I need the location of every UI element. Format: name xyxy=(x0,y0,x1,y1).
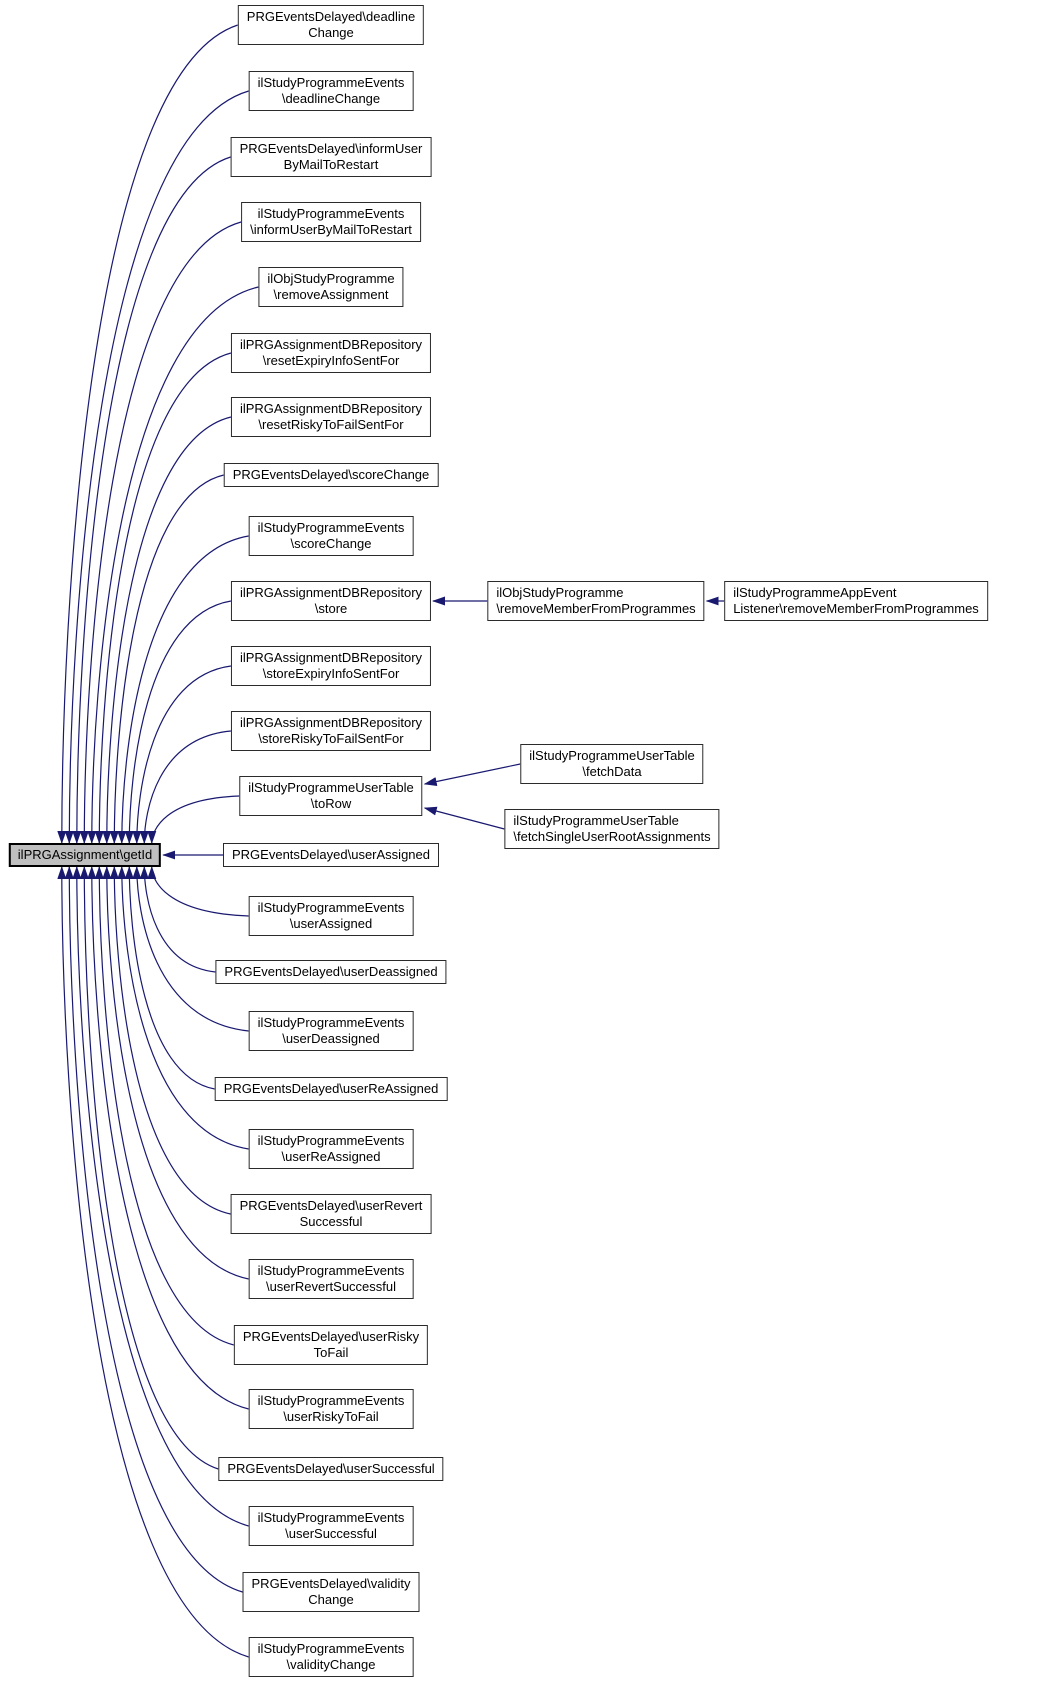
node-label-line: ilStudyProgrammeEvents xyxy=(257,1263,405,1278)
node-label-line: \userSuccessful xyxy=(285,1526,377,1541)
node-prg-user-revert-successful[interactable] xyxy=(231,1194,432,1234)
node-label-line: ilStudyProgrammeEvents xyxy=(257,1510,405,1525)
node-prg-user-successful[interactable] xyxy=(218,1457,443,1481)
edge-usertable-fetch-data-usertable-torow xyxy=(425,764,521,784)
node-label-line: ilPRGAssignmentDBRepository xyxy=(239,401,423,416)
edge-usertable-fetch-single-user-root-assignments-usertable-torow xyxy=(425,808,505,829)
node-label-line: \scoreChange xyxy=(290,536,372,551)
node-prg-user-assigned[interactable] xyxy=(223,843,439,867)
node-label-line: \toRow xyxy=(310,796,352,811)
node-label-line: ilObjStudyProgramme xyxy=(496,585,624,600)
edge-ev-user-deassigned-assignment-getid xyxy=(137,867,249,1031)
node-label-line: ilStudyProgrammeEvents xyxy=(257,206,405,221)
node-ev-validity-change[interactable] xyxy=(249,1637,414,1677)
node-usertable-torow[interactable] xyxy=(239,776,422,816)
node-label-line: \storeExpiryInfoSentFor xyxy=(262,666,400,681)
edge-ev-inform-user-by-mail-to-restart-assignment-getid xyxy=(84,222,241,843)
node-prg-score-change[interactable] xyxy=(224,463,439,487)
node-ev-user-deassigned[interactable] xyxy=(249,1011,414,1051)
edge-prg-score-change-assignment-getid xyxy=(114,475,223,843)
node-label-line: Change xyxy=(308,1592,354,1607)
node-label-line: ilStudyProgrammeEvents xyxy=(257,75,405,90)
node-assignment-getid xyxy=(9,843,161,867)
node-label-line: ilStudyProgrammeUserTable xyxy=(529,748,695,763)
node-label-line: \storeRiskyToFailSentFor xyxy=(258,731,404,746)
node-label-line: ilStudyProgrammeEvents xyxy=(257,1015,405,1030)
edge-prg-user-reassigned-assignment-getid xyxy=(129,867,214,1089)
node-usertable-fetch-single-user-root-assignments[interactable] xyxy=(504,809,719,849)
edge-repo-store-assignment-getid xyxy=(129,601,231,843)
node-ev-user-reassigned[interactable] xyxy=(249,1129,414,1169)
edge-prg-user-risky-to-fail-assignment-getid xyxy=(99,867,234,1345)
node-label-line: Successful xyxy=(299,1214,363,1229)
node-prg-user-reassigned[interactable] xyxy=(215,1077,448,1101)
node-repo-store-risky-to-fail-sent-for[interactable] xyxy=(231,711,431,751)
node-label-line: \userRevertSuccessful xyxy=(265,1279,397,1294)
node-label-line: ilObjStudyProgramme xyxy=(267,271,395,286)
node-label-line: ilStudyProgrammeEvents xyxy=(257,900,405,915)
node-prg-user-risky-to-fail[interactable] xyxy=(234,1325,428,1365)
node-ev-user-risky-to-fail[interactable] xyxy=(249,1389,414,1429)
node-label-line: \removeMemberFromProgrammes xyxy=(496,601,696,616)
edge-repo-reset-risky-to-fail-sent-for-assignment-getid xyxy=(107,417,231,843)
node-label-line: PRGEventsDelayed\validity xyxy=(251,1576,411,1591)
node-label-line: PRGEventsDelayed\userRisky xyxy=(242,1329,420,1344)
edge-ev-user-assigned-assignment-getid xyxy=(152,867,249,916)
node-label-line: \informUserByMailToRestart xyxy=(250,222,412,237)
node-prg-user-deassigned[interactable] xyxy=(215,960,446,984)
node-ev-inform-user-by-mail-to-restart[interactable] xyxy=(241,202,421,242)
node-label-line: ilPRGAssignmentDBRepository xyxy=(239,585,423,600)
node-label-line: PRGEventsDelayed\userRevert xyxy=(239,1198,423,1213)
node-label-line: ilPRGAssignmentDBRepository xyxy=(239,650,423,665)
node-label-line: ilPRGAssignment\getId xyxy=(17,847,153,862)
edge-usertable-torow-assignment-getid xyxy=(152,796,239,843)
node-prg-validity-change[interactable] xyxy=(243,1572,420,1612)
node-label-line: ilPRGAssignmentDBRepository xyxy=(239,337,423,352)
node-label-line: ilStudyProgrammeAppEvent xyxy=(733,585,897,600)
node-label-line: Change xyxy=(308,25,354,40)
node-prg-deadline-change[interactable] xyxy=(238,5,424,45)
node-obj-remove-member-from-programmes[interactable] xyxy=(487,581,704,621)
node-repo-store-expiry-info-sent-for[interactable] xyxy=(231,646,431,686)
node-label-line: \userDeassigned xyxy=(282,1031,380,1046)
edge-prg-deadline-change-assignment-getid xyxy=(62,25,238,843)
node-obj-remove-assignment[interactable] xyxy=(258,267,403,307)
node-label-line: PRGEventsDelayed\informUser xyxy=(239,141,423,156)
node-ev-user-successful[interactable] xyxy=(249,1506,414,1546)
node-label-line: \userAssigned xyxy=(289,916,373,931)
node-label-line: \deadlineChange xyxy=(281,91,381,106)
node-label-line: \store xyxy=(314,601,348,616)
node-ev-score-change[interactable] xyxy=(249,516,414,556)
node-label-line: ilStudyProgrammeEvents xyxy=(257,1133,405,1148)
node-label-line: ilStudyProgrammeEvents xyxy=(257,520,405,535)
edge-ev-validity-change-assignment-getid xyxy=(62,867,249,1657)
node-label-line: ilStudyProgrammeUserTable xyxy=(513,813,679,828)
node-label-line: ilStudyProgrammeUserTable xyxy=(248,780,414,795)
node-label-line: \resetRiskyToFailSentFor xyxy=(258,417,404,432)
node-label-line: PRGEventsDelayed\scoreChange xyxy=(232,467,430,482)
edge-prg-user-deassigned-assignment-getid xyxy=(144,867,215,972)
node-ev-user-revert-successful[interactable] xyxy=(249,1259,414,1299)
node-label-line: Listener\removeMemberFromProgrammes xyxy=(733,601,979,616)
node-label-line: \fetchSingleUserRootAssignments xyxy=(513,829,711,844)
node-label-line: PRGEventsDelayed\userDeassigned xyxy=(224,964,438,979)
node-label-line: \removeAssignment xyxy=(273,287,389,302)
node-app-event-listener-remove-member-from-programmes[interactable] xyxy=(724,581,988,621)
node-label-line: \userRiskyToFail xyxy=(283,1409,379,1424)
node-ev-deadline-change[interactable] xyxy=(249,71,414,111)
node-label-line: PRGEventsDelayed\deadline xyxy=(246,9,416,24)
node-prg-inform-user-by-mail-to-restart[interactable] xyxy=(231,137,432,177)
node-label-line: \fetchData xyxy=(582,764,642,779)
node-label-line: PRGEventsDelayed\userAssigned xyxy=(232,847,430,862)
node-usertable-fetch-data[interactable] xyxy=(520,744,703,784)
node-repo-reset-risky-to-fail-sent-for[interactable] xyxy=(231,397,431,437)
node-repo-reset-expiry-info-sent-for[interactable] xyxy=(231,333,431,373)
node-label-line: \userReAssigned xyxy=(281,1149,381,1164)
node-label-line: PRGEventsDelayed\userSuccessful xyxy=(227,1461,435,1476)
node-ev-user-assigned[interactable] xyxy=(249,896,414,936)
node-label-line: \resetExpiryInfoSentFor xyxy=(262,353,400,368)
node-label-line: ilStudyProgrammeEvents xyxy=(257,1393,405,1408)
node-label-line: ilPRGAssignmentDBRepository xyxy=(239,715,423,730)
node-label-line: ToFail xyxy=(313,1345,349,1360)
node-label-line: ilStudyProgrammeEvents xyxy=(257,1641,405,1656)
node-label-line: \validityChange xyxy=(286,1657,376,1672)
edge-ev-deadline-change-assignment-getid xyxy=(69,91,248,843)
node-repo-store[interactable] xyxy=(231,581,431,621)
node-label-line: ByMailToRestart xyxy=(283,157,379,172)
node-label-line: PRGEventsDelayed\userReAssigned xyxy=(223,1081,439,1096)
